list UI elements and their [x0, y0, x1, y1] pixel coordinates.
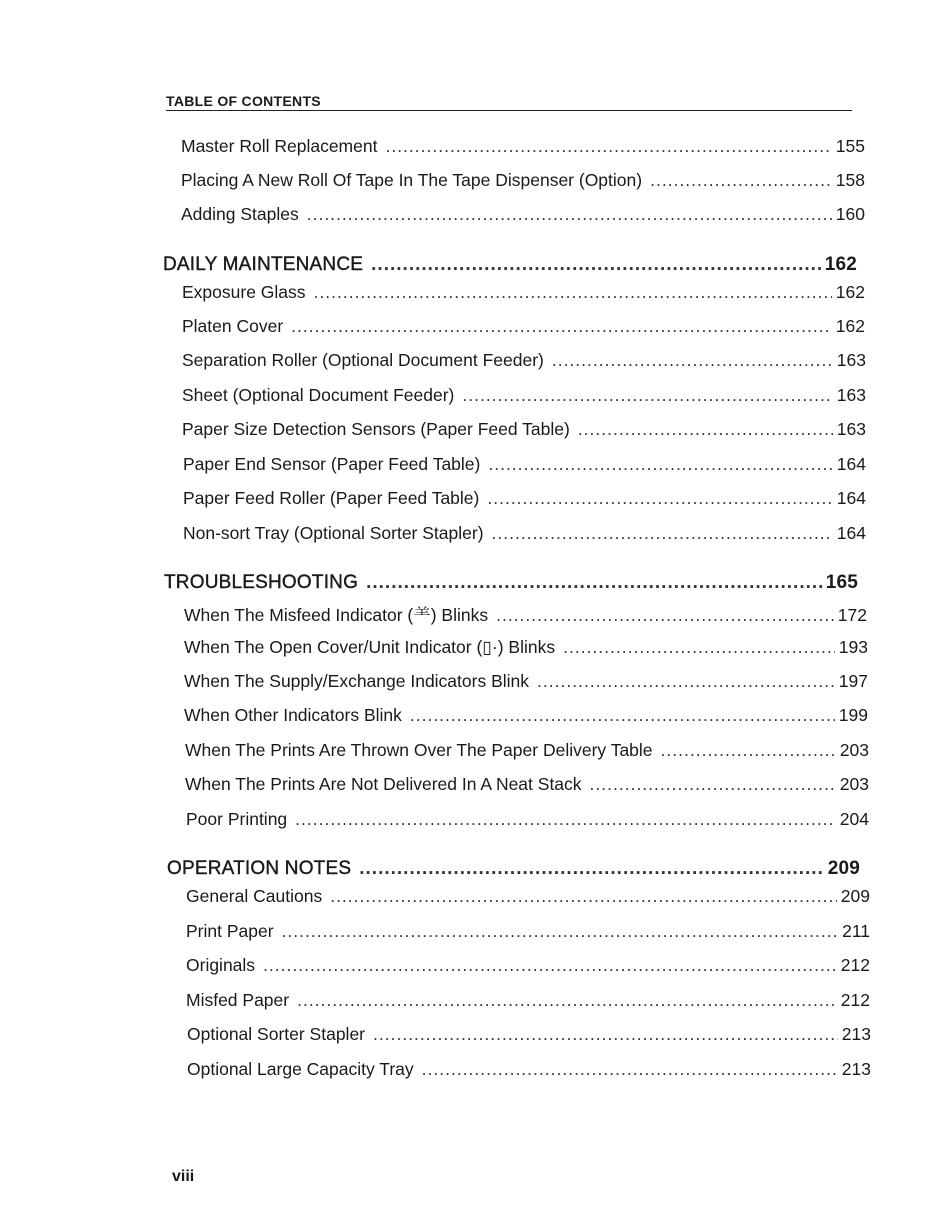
toc-entry[interactable]	[183, 488, 866, 509]
toc-entry-title: Poor Printing	[186, 809, 288, 829]
leader-dots	[297, 990, 837, 1011]
toc-entry-page: 213	[841, 1059, 871, 1079]
toc-entry-title: When The Supply/Exchange Indicators Blink	[184, 671, 530, 691]
toc-entry-page: 211	[842, 921, 870, 941]
leader-dots	[263, 955, 837, 976]
toc-entry-page: 213	[841, 1024, 871, 1044]
toc-entry[interactable]	[187, 1059, 871, 1080]
toc-entry-page: 204	[839, 809, 869, 829]
toc-section-page: 162	[824, 254, 857, 275]
page-header-title: TABLE OF CONTENTS	[166, 93, 321, 109]
header-rule	[166, 110, 852, 111]
toc-entry[interactable]	[186, 990, 870, 1011]
toc-entry[interactable]	[184, 637, 868, 658]
toc-entry-page: 209	[840, 886, 870, 906]
toc-entry[interactable]	[184, 602, 867, 627]
toc-entry[interactable]	[186, 886, 870, 907]
toc-entry-title: Paper End Sensor (Paper Feed Table)	[183, 454, 481, 474]
toc-entry[interactable]	[186, 921, 870, 942]
toc-entry-title: Master Roll Replacement	[181, 136, 378, 156]
toc-entry-title: Non-sort Tray (Optional Sorter Stapler)	[183, 523, 484, 543]
toc-entry[interactable]	[182, 385, 866, 406]
toc-entry-title: Paper Feed Roller (Paper Feed Table)	[183, 488, 480, 508]
toc-entry-page: 163	[836, 385, 866, 405]
toc-entry-title: When The Open Cover/Unit Indicator (▯·) Blinks	[184, 637, 556, 657]
toc-section-page: 165	[825, 572, 858, 593]
toc-entry[interactable]	[183, 523, 866, 544]
toc-section-title: DAILY MAINTENANCE	[163, 254, 364, 275]
leader-dots	[330, 886, 837, 907]
toc-entry-title: Misfed Paper	[186, 990, 290, 1010]
toc-entry-page: 164	[836, 523, 866, 543]
toc-entry-title: Separation Roller (Optional Document Feeder)	[182, 350, 544, 370]
toc-entry[interactable]	[184, 671, 868, 692]
toc-section-heading[interactable]	[163, 254, 857, 276]
leader-dots	[563, 637, 835, 658]
leader-dots	[385, 136, 831, 157]
toc-entry[interactable]	[185, 774, 869, 795]
toc-entry[interactable]	[184, 705, 868, 726]
leader-dots	[487, 488, 832, 509]
toc-entry-title: When The Prints Are Not Delivered In A Neat Stack	[185, 774, 582, 794]
toc-entry-page: 193	[838, 637, 868, 657]
toc-entry-page: 212	[840, 955, 870, 975]
toc-entry-title: Optional Large Capacity Tray	[187, 1059, 414, 1079]
toc-entry-title: Placing A New Roll Of Tape In The Tape Dispenser (Option)	[181, 170, 643, 190]
toc-entry-page: 162	[835, 282, 865, 302]
leader-dots	[282, 921, 839, 942]
leader-dots	[422, 1059, 838, 1080]
leader-dots	[366, 572, 822, 594]
toc-entry-page: 197	[838, 671, 868, 691]
toc-entry-title: General Cautions	[186, 886, 323, 906]
leader-dots	[462, 385, 832, 406]
toc-entry[interactable]	[187, 1024, 871, 1045]
toc-section-title: OPERATION NOTES	[167, 858, 352, 879]
toc-entry-page: 160	[835, 204, 865, 224]
leader-dots	[410, 705, 835, 726]
toc-entry[interactable]	[185, 740, 869, 761]
toc-entry[interactable]	[181, 204, 865, 225]
leader-dots	[314, 282, 832, 303]
leader-dots	[537, 671, 835, 692]
leader-dots	[295, 809, 836, 830]
toc-entry[interactable]	[181, 170, 865, 191]
toc-entry[interactable]	[182, 316, 865, 337]
toc-entry-page: 199	[838, 705, 868, 725]
toc-entry[interactable]	[182, 282, 865, 303]
toc-section-title: TROUBLESHOOTING	[164, 572, 359, 593]
toc-entry-page: 158	[835, 170, 865, 190]
toc-entry[interactable]	[186, 955, 870, 976]
leader-dots	[496, 605, 834, 626]
leader-dots	[661, 740, 836, 761]
toc-entry-title: Sheet (Optional Document Feeder)	[182, 385, 455, 405]
toc-entry-title: When The Prints Are Thrown Over The Paper Delivery Table	[185, 740, 653, 760]
toc-entry-title: Platen Cover	[182, 316, 284, 336]
leader-dots	[307, 204, 832, 225]
leader-dots	[291, 316, 832, 337]
toc-entry-page: 162	[835, 316, 865, 336]
leader-dots	[373, 1024, 838, 1045]
page-number: viii	[172, 1168, 195, 1185]
toc-entry[interactable]	[182, 350, 866, 371]
toc-entry-page: 212	[840, 990, 870, 1010]
leader-dots	[590, 774, 836, 795]
toc-entry-title: When The Misfeed Indicator (⺷) Blinks	[184, 605, 489, 625]
toc-entry-page: 172	[837, 605, 867, 625]
toc-entry-title: Exposure Glass	[182, 282, 306, 302]
toc-entry[interactable]	[186, 809, 869, 830]
toc-section-page: 209	[827, 858, 860, 879]
toc-entry[interactable]	[182, 419, 866, 440]
toc-entry[interactable]	[183, 454, 866, 475]
toc-entry-page: 163	[836, 350, 866, 370]
toc-entry-page: 155	[835, 136, 865, 156]
toc-entry-title: Optional Sorter Stapler	[187, 1024, 366, 1044]
leader-dots	[488, 454, 832, 475]
toc-entry-title: Paper Size Detection Sensors (Paper Feed Table)	[182, 419, 570, 439]
toc-entry-title: Print Paper	[186, 921, 274, 941]
leader-dots	[492, 523, 833, 544]
leader-dots	[371, 254, 821, 276]
toc-entry-page: 164	[836, 454, 866, 474]
toc-entry-page: 164	[836, 488, 866, 508]
leader-dots	[578, 419, 833, 440]
toc-entry-page: 203	[839, 774, 869, 794]
toc-entry-title: Originals	[186, 955, 256, 975]
leader-dots	[650, 170, 832, 191]
leader-dots	[552, 350, 833, 371]
toc-entry-page: 203	[839, 740, 869, 760]
toc-entry[interactable]	[181, 136, 865, 157]
toc-section-heading[interactable]	[164, 572, 858, 594]
leader-dots	[359, 858, 823, 880]
toc-entry-title: When Other Indicators Blink	[184, 705, 402, 725]
toc-entry-page: 163	[836, 419, 866, 439]
toc-entry-title: Adding Staples	[181, 204, 299, 224]
toc-section-heading[interactable]	[167, 858, 860, 880]
